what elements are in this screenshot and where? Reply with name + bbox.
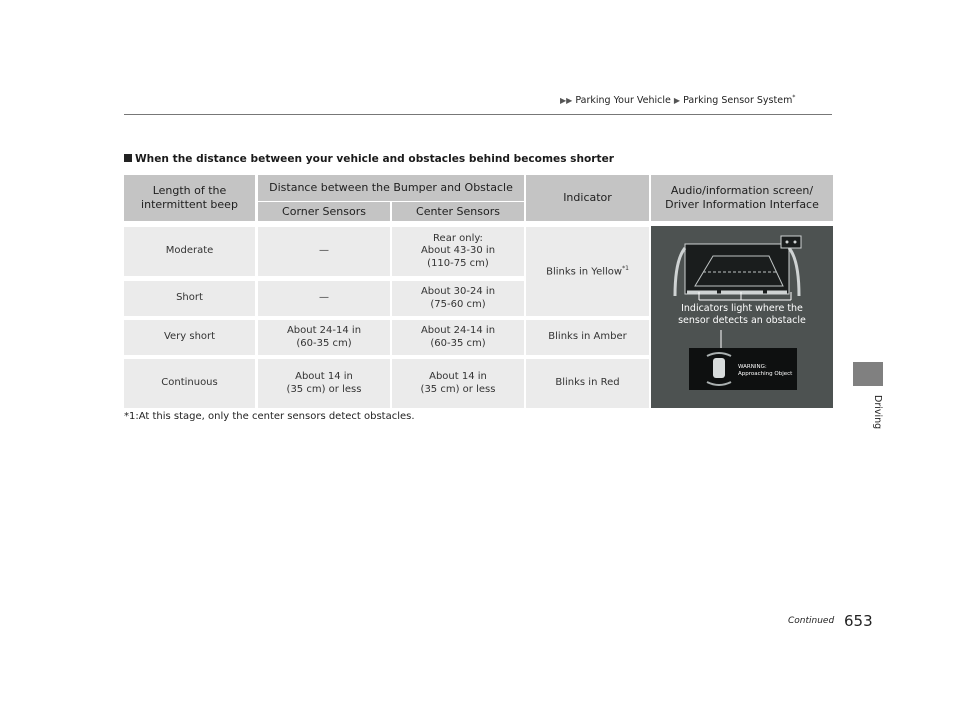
panel-caption [651, 303, 833, 328]
caption-line1: Indicators light where the [681, 303, 803, 314]
corner-value: — [319, 292, 329, 304]
corner-line1: About 24-14 in [286, 325, 362, 336]
table-row-short-center [392, 281, 524, 316]
center-line1: About 14 in [429, 371, 487, 382]
header-center-label: Center Sensors [416, 204, 500, 218]
header-beep-line2: intermittent beep [141, 198, 238, 211]
table-row-veryshort-indicator [526, 320, 649, 355]
corner-line2: (35 cm) or less [286, 383, 362, 395]
breadcrumb-item[interactable]: Parking Sensor System [683, 95, 793, 107]
center-line1: Rear only: [433, 232, 483, 244]
table-row-moderate-beep [124, 227, 255, 276]
chapter-tab[interactable] [853, 362, 883, 386]
corner-line1: About 14 in [295, 371, 353, 382]
warning-line1: WARNING: [738, 364, 767, 370]
center-line3: (110-75 cm) [427, 257, 489, 269]
header-screen [651, 175, 833, 221]
header-screen-line2: Driver Information Interface [665, 198, 819, 211]
center-line2: (35 cm) or less [420, 383, 496, 395]
header-rule [124, 114, 832, 115]
header-distance-label: Distance between the Bumper and Obstacle [269, 181, 513, 195]
sensor-arc-left [675, 248, 685, 296]
header-screen-line1: Audio/information screen/ [670, 184, 814, 198]
center-line2: About 43-30 in [420, 245, 496, 257]
header-corner-sensors [258, 202, 390, 221]
header-center-sensors [392, 202, 524, 221]
corner-line2: (60-35 cm) [296, 337, 352, 349]
sensor-icon-dot [794, 241, 797, 244]
table-row-continuous-center [392, 359, 524, 408]
center-line1: About 30-24 in [420, 286, 496, 297]
corner-value: — [319, 245, 329, 257]
breadcrumb [560, 94, 832, 106]
caption-line2: sensor detects an obstacle [678, 315, 806, 327]
table-row-continuous-indicator [526, 359, 649, 408]
table-row-moderate-corner [258, 227, 390, 276]
section-title: When the distance between your vehicle and obstacles behind becomes shorter [135, 153, 615, 165]
breadcrumb-item[interactable]: Parking Your Vehicle [575, 95, 671, 107]
triangle-right-icon: ▶▶ [560, 96, 573, 106]
indicator-yellow [526, 227, 649, 316]
indicator-value: Blinks in Amber [548, 331, 627, 343]
continued-label: Continued [788, 616, 835, 626]
header-beep-line1: Length of the [152, 184, 227, 198]
square-bullet-icon [124, 154, 132, 162]
table-row-veryshort-corner [258, 320, 390, 355]
header-beep-length [124, 175, 255, 221]
beep-value: Continuous [161, 377, 218, 389]
table-row-veryshort-center [392, 320, 524, 355]
asterisk-mark: * [792, 94, 796, 101]
sensor-arc-right [789, 248, 799, 296]
header-indicator [526, 175, 649, 221]
warning-line2: Approaching Object [738, 371, 793, 377]
indicator-yellow-label: Blinks in Yellow [546, 265, 623, 277]
page-number: 653 [844, 612, 873, 630]
sensor-icon [781, 236, 801, 248]
beep-value: Very short [163, 331, 216, 343]
header-indicator-label: Indicator [563, 191, 612, 205]
beep-value: Short [176, 292, 203, 304]
footnote-ref[interactable]: *1 [622, 264, 629, 272]
triangle-right-icon: ▶ [673, 96, 681, 106]
section-heading [124, 153, 614, 165]
beep-value: Moderate [165, 245, 214, 257]
header-distance [258, 175, 524, 201]
indicator-value: Blinks in Red [555, 377, 620, 389]
header-corner-label: Corner Sensors [282, 204, 366, 218]
center-line2: (75-60 cm) [430, 298, 486, 310]
table-row-short-beep [124, 281, 255, 316]
center-line1: About 24-14 in [420, 325, 496, 336]
car-icon [713, 358, 725, 378]
table-row-continuous-beep [124, 359, 255, 408]
chapter-label: Driving [872, 394, 883, 430]
table-row-moderate-center [392, 227, 524, 276]
footnote: *1:At this stage, only the center sensors detect obstacles. [124, 411, 415, 422]
center-line2: (60-35 cm) [430, 337, 486, 349]
sensor-icon-dot [786, 241, 789, 244]
table-row-continuous-corner [258, 359, 390, 408]
table-row-short-corner [258, 281, 390, 316]
table-row-veryshort-beep [124, 320, 255, 355]
